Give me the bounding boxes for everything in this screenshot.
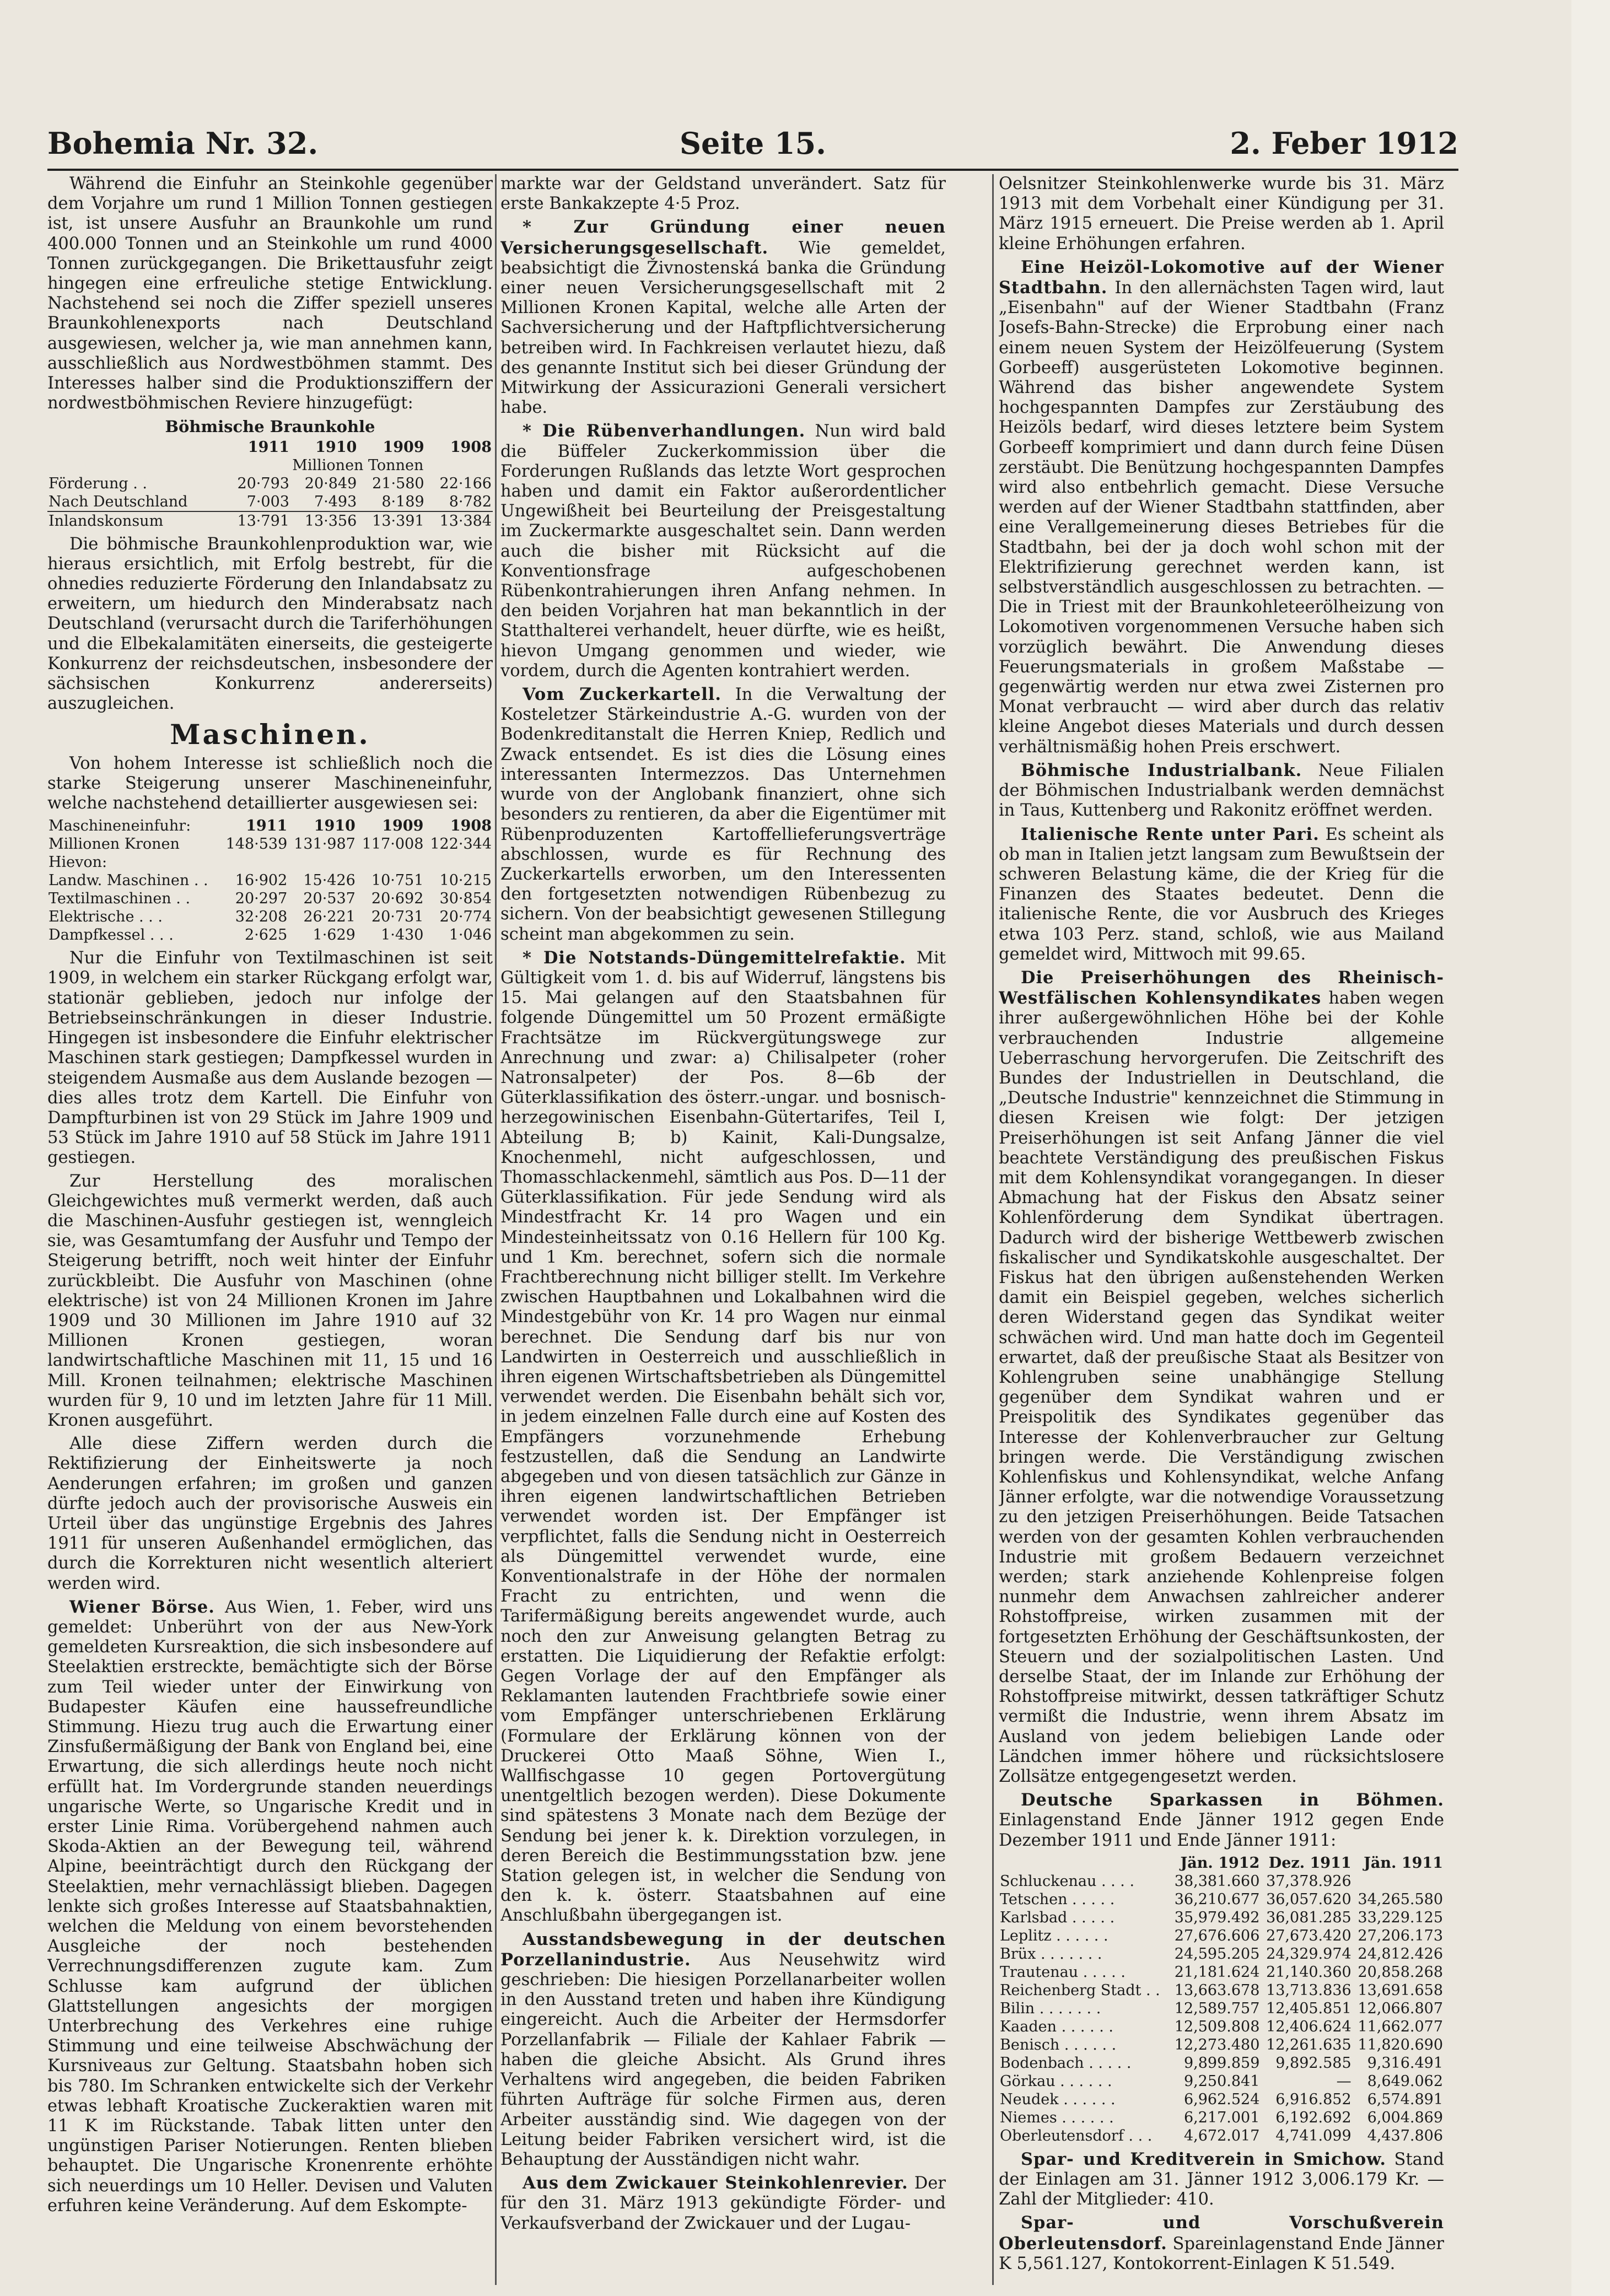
table-sum-row: Inlandskonsum 13·791 13·356 13·391 13·384 bbox=[49, 512, 492, 530]
article-body: In die Verwaltung der Kosteletzer Stärkeindustrie A.-G. wurden von der Bodenkreditanstalt die Herren Kniep, Redlich und Zwack entsendet. Es ist dies die Lösung eines interessanten Intermezzos. Das Unternehmen wurde von der Anglobank finanziert, ohne sich besonders zu rentieren, da aber die Eigentümer mit Rübenproduzenten Kartoffellieferungsverträge abschlossen, wurde es für Rechnung des Zuckerkartells erworben, um den Interessenten den fortgesetzten notwendigen Rübenbezug zu sichern. Von der beabsichtigt gewesenen Stillegung scheint man abgekommen zu sein. bbox=[500, 685, 946, 944]
table-unit: Millionen Tonnen bbox=[292, 456, 424, 474]
paragraph: Die böhmische Braunkohlenproduktion war, wie hieraus ersichtlich, mit Erfolg bestrebt, für die ohnedies reduzierte Förderung den Inlandabsatz zu erweitern, um hiedurch den Minderabsatz nach Deutschland (verursacht durch die Tariferhöhungen und die Elbekalamitäten einerseits, die gesteigerte Konkurrenz der reichsdeutschen, insbesondere der sächsischen Konkurrenz andererseits) auszugleichen. bbox=[47, 534, 493, 714]
table-row: Trautenau . . . . . 21,181.624 21,140.360 20,858.268 bbox=[1000, 1963, 1443, 1981]
table-row: Dampfkessel . . . 2·625 1·629 1·430 1·046 bbox=[49, 926, 492, 944]
article-heading: * Zur Gründung einer neuen Versicherungsgesellschaft. bbox=[500, 217, 946, 258]
paragraph: Während die Einfuhr an Steinkohle gegenüber dem Vorjahre um rund 1 Million Tonnen gestiegen ist, ist unsere Ausfuhr an Braunkohle um rund 400.000 Tonnen und an Steinkohle um rund 4000 Tonnen zurückgegangen. Die Brikettausfuhr zeigt hingegen eine erfreuliche stetige Entwicklung. Nachstehend sei noch die Ziffer speziell unseres Braunkohlenexports nach Deutschland ausgewiesen, welcher ja, wie man annehmen kann, ausschließlich aus Nordwestböhmen stammt. Des Interesses halber sind die Produktionsziffern der nordwestböhmischen Reviere hinzugefügt: bbox=[47, 174, 493, 413]
page-header bbox=[47, 126, 1458, 164]
table-row: Landw. Maschinen . . 16·902 15·426 10·751 10·215 bbox=[49, 872, 492, 890]
maschinen-table: Maschineneinfuhr: 1911 1910 1909 1908 Millionen Kronen 148·539 131·987 117·008 122·344 Hievon: Landw. Maschinen . . 16·902 15·426 10·751 10·215 Textilmaschinen . . 20·297 20·537 20·692 30·854 Elektrische . . . 32·208 26·221 20·731 20·774 Dampfkessel . . . 2·625 1·629 1·430 1·046 bbox=[49, 817, 492, 944]
article-body: Aus Neusehwitz wird geschrieben: Die hiesigen Porzellanarbeiter wollen in den Ausstand treten und haben ihre Kündigung eingereicht. Auch die Arbeiter der Hermsdorfer Porzellanfabrik — Filiale der Kahlaer Fabrik — haben die gleiche Absicht. Als Grund ihres Verhaltens wird angegeben, die beiden Fabriken führten Aufträge für solche Firmen aus, deren Arbeiter ausständig sind. Wie dagegen von der Leitung beider Fabriken versichert wird, ist die Behauptung der Ausständigen nicht wahr. bbox=[500, 1950, 946, 2169]
column-2 bbox=[500, 174, 946, 2285]
table-row: Bilin . . . . . . . 12,589.757 12,405.851 12,066.807 bbox=[1000, 1999, 1443, 2017]
article bbox=[999, 257, 1444, 757]
table-row: Benisch . . . . . . 12,273.480 12,261.635 11,820.690 bbox=[1000, 2036, 1443, 2054]
column-3 bbox=[999, 174, 1444, 2285]
table-year: 1909 bbox=[383, 438, 424, 456]
article bbox=[999, 2213, 1444, 2274]
table-row: Förderung . . 20·793 20·849 21·580 22·166 bbox=[49, 475, 492, 492]
article-body: Es scheint als ob man in Italien jetzt langsam zum Bewußtsein der schweren Belastung käme, die der Krieg für die Finanzen des Staates bedeutet. Denn die italienische Rente, die vor Ausbruch des Krieges etwa 103 Perz. stand, schloß, wie aus Mailand gemeldet wird, Mittwoch mit 99.65. bbox=[999, 824, 1444, 964]
table-row: Karlsbad . . . . . 35,979.492 36,081.285 33,229.125 bbox=[1000, 1909, 1443, 1926]
page-margin bbox=[1571, 0, 1610, 2296]
paragraph: Zur Herstellung des moralischen Gleichgewichtes muß vermerkt werden, daß auch die Maschinen-Ausfuhr gestiegen ist, wenngleich sie, was Gesamtumfang der Ausfuhr und Tempo der Steigerung betrifft, noch weit hinter der Einfuhr zurückbleibt. Die Ausfuhr von Maschinen (ohne elektrische) ist von 24 Millionen Kronen im Jahre 1909 und 30 Millionen im Jahre 1910 auf 32 Millionen Kronen gestiegen, woran landwirtschaftliche Maschinen mit 11, 15 und 16 Mill. Kronen teilnahmen; elektrische Maschinen wurden für 9, 10 und im letzten Jahre für 11 Mill. Kronen ausgeführt. bbox=[47, 1171, 493, 1430]
column-1 bbox=[47, 174, 493, 2285]
table-row: Textilmaschinen . . 20·297 20·537 20·692 30·854 bbox=[49, 890, 492, 908]
article-heading: Ausstandsbewegung in der deutschen Porzellanindustrie. bbox=[500, 1929, 946, 1970]
article bbox=[999, 968, 1444, 1787]
table-row: Leplitz . . . . . . 27,676.606 27,673.420 27,206.173 bbox=[1000, 1927, 1443, 1944]
article-heading: Aus dem Zwickauer Steinkohlenrevier. bbox=[523, 2173, 908, 2193]
table-row: Millionen Kronen 148·539 131·987 117·008 122·344 bbox=[49, 836, 492, 853]
article bbox=[47, 1597, 493, 2216]
table-row: Neudek . . . . . . 6,962.524 6,916.852 6,574.891 bbox=[1000, 2090, 1443, 2108]
article bbox=[999, 824, 1444, 964]
table-row: Reichenberg Stadt . . 13,663.678 13,713.836 13,691.658 bbox=[1000, 1981, 1443, 1999]
article-heading: Böhmische Industrialbank. bbox=[1021, 760, 1302, 780]
article-heading: Deutsche Sparkassen in Böhmen. bbox=[1021, 1790, 1444, 1810]
table-year: 1910 bbox=[315, 438, 357, 456]
header-issue: Bohemia Nr. 32. bbox=[47, 126, 319, 161]
article-heading: Wiener Börse. bbox=[69, 1597, 215, 1617]
paragraph: Nur die Einfuhr von Textilmaschinen ist seit 1909, in welchem ein starker Rückgang erfolgt war, stationär geblieben, jedoch nur infolge der Betriebseinschränkungen in dieser Industrie. Hingegen ist insbesondere die Einfuhr elektrischer Maschinen stark gestiegen; Dampfkessel wurden in steigendem Ausmaße aus dem Auslande bezogen — dies alles trotz dem Kartell. Die Einfuhr von Dampfturbinen ist von 29 Stück im Jahre 1909 und 53 Stück im Jahre 1910 auf 58 Stück im Jahre 1911 gestiegen. bbox=[47, 948, 493, 1168]
article-body: Aus Wien, 1. Feber, wird uns gemeldet: Unberührt von der aus New-York gemeldeten Kursreaktion, die sich insbesondere auf Steelaktien erstreckte, bemächtigte sich der Börse zum Teil wieder unter der Einwirkung von Budapester Käufen eine haussefreundliche Stimmung. Hiezu trug auch die Erwartung einer Zinsfußermäßigung der Bank von England bei, eine Erwartung, die sich allerdings heute noch nicht erfüllt hat. Im Vordergrunde standen neuerdings ungarische Werte, so Ungarische Kredit und in erster Linie Rima. Vorübergehend nahmen auch Skoda-Aktien an der Bewegung teil, während Alpine, beeinträchtigt durch den Rückgang der Steelaktien, mehr vernachlässigt blieben. Dagegen lenkte sich großes Interesse auf Staatsbahnaktien, welchen die Meldung von einem bevorstehenden Ausgleiche der noch bestehenden Verrechnungsdifferenzen zugute kam. Zum Schlusse kam aufgrund der üblichen Glattstellungen angesichts der morgigen Unterbrechung des Verkehres eine ruhige Stimmung und eine teilweise Abschwächung der Kursniveaus zur Geltung. Staatsbahn hoben sich bis 780. Im Schranken entwickelte sich der Verkehr etwas lebhaft Kroatische Zuckeraktien waren mit 11 K im Rückstande. Tabak litten unter den ungünstigen Pariser Notierungen. Renten blieben behauptet. Die Ungarische Kronenrente erhöhte sich neuerdings um 10 Heller. Devisen und Valuten erfuhren keine Veränderung. Auf dem Eskompte- bbox=[47, 1597, 493, 2216]
column-divider bbox=[992, 174, 994, 2285]
article bbox=[500, 948, 946, 1926]
table-year: 1911 bbox=[247, 438, 289, 456]
article bbox=[500, 685, 946, 945]
paragraph: markte war der Geldstand unverändert. Satz für erste Bankakzepte 4·5 Proz. bbox=[500, 174, 946, 214]
article-body: Einlagenstand Ende Jänner 1912 gegen Ende Dezember 1911 und Ende Jänner 1911: bbox=[999, 1810, 1444, 1850]
article bbox=[999, 1790, 1444, 1851]
article-heading: Italienische Rente unter Pari. bbox=[1021, 824, 1320, 844]
article bbox=[500, 217, 946, 418]
table-row: Kaaden . . . . . . 12,509.808 12,406.624 11,662.077 bbox=[1000, 2018, 1443, 2035]
article-heading: * Die Notstands-Düngemittelrefaktie. bbox=[523, 947, 906, 968]
table-row: Tetschen . . . . . 36,210.677 36,057.620 34,265.580 bbox=[1000, 1890, 1443, 1908]
paragraph: Oelsnitzer Steinkohlenwerke wurde bis 31. März 1913 mit dem Vorbehalt einer Kündigung per 31. März 1915 erneuert. Die Preise werden ab 1. April kleine Erhöhungen erfahren. bbox=[999, 174, 1444, 254]
article-body: Spareinlagenstand Ende Jänner K 5,561.127, Kontokorrent-Einlagen K 51.549. bbox=[999, 2234, 1444, 2273]
article-heading: Die Preiserhöhungen des Rheinisch-Westfälischen Kohlensyndikates bbox=[999, 967, 1444, 1009]
paragraph: Alle diese Ziffern werden durch die Rektifizierung der Einheitswerte ja noch Aenderungen erfahren; im großen und ganzen dürfte jedoch auch der provisorische Ausweis ein Urteil über das ungünstige Ergebnis des Jahres 1911 für unseren Außenhandel ermöglichen, das durch die Korrekturen nicht wesentlich alteriert werden wird. bbox=[47, 1434, 493, 1593]
header-date: 2. Feber 1912 bbox=[1230, 126, 1458, 161]
article-body: Mit Gültigkeit vom 1. d. bis auf Widerruf, längstens bis 15. Mai gelangen auf den Staatsbahnen für folgende Düngemittel um 50 Prozent ermäßigte Frachtsätze im Rückvergütungswege zur Anrechnung und zwar: a) Chilisalpeter (roher Natronsalpeter) der Pos. 8—6b der Güterklassifikation des österr.-ungar. und bosnisch-herzegowinischen Eisenbahn-Gütertarifes, Teil I, Abteilung B; b) Kainit, Kali-Dungsalze, Knochenmehl, nicht aufgeschlossen, und Thomasschlackenmehl, sämtlich aus Pos. D—11 der Güterklassifikation. Für jede Sendung wird als Mindestfracht Kr. 14 pro Wagen und ein Mindesteinheitssatz von 0.16 Hellern für 100 Kg. und 1 Km. berechnet, sofern sich die normale Frachtberechnung nicht billiger stellt. Im Verkehre zwischen Hauptbahnen und Lokalbahnen wird die Mindestgebühr von Kr. 14 pro Wagen nur einmal berechnet. Die Sendung darf bis nur von Landwirten in Oesterreich und ausschließlich in ihren eigenen Wirtschaftsbetrieben als Düngemittel verwendet werden. Die Eisenbahn behält sich vor, in jedem einzelnen Falle durch eine auf Kosten des Empfängers vorzunehmende Erhebung festzustellen, daß die Sendung an Landwirte abgegeben und von diesen tatsächlich zur Gänze in ihren eigenen landwirtschaftlichen Betrieben verwendet worden ist. Der Empfänger ist verpflichtet, falls die Sendung nicht in Oesterreich als Düngemittel verwendet wurde, eine Konventionalstrafe in der Höhe der normalen Fracht zu entrichten, und wenn die Tarifermäßigung bereits angewendet wurde, auch noch den zur Anweisung gelangten Betrag zu erstatten. Die Liquidierung der Refaktie erfolgt: Gegen Vorlage der auf den Empfänger als Reklamanten lautenden Frachtbriefe sowie einer vom Empfänger unterschriebenen Erklärung (Formulare der Erklärung können von der Druckerei Otto Maaß Söhne, Wien I., Wallfischgasse 10 gegen Portovergütung unentgeltlich bezogen werden). Diese Dokumente sind spätestens 3 Monate nach dem Bezüge der Sendung bei jener k. k. Direktion vorzulegen, in deren Bereich die Bestimmungsstation bzw. jene Station gelegen ist, in welcher die Sendung von den k. k. österr. Staatsbahnen auf eine Anschlußbahn übergegangen ist. bbox=[500, 948, 946, 1926]
paragraph: Von hohem Interesse ist schließlich noch die starke Steigerung unserer Maschineneinfuhr, welche nachstehend detaillierter ausgewiesen sei: bbox=[47, 753, 493, 813]
article bbox=[999, 2149, 1444, 2210]
article bbox=[500, 421, 946, 681]
table-row: Görkau . . . . . . 9,250.841 — 8,649.062 bbox=[1000, 2072, 1443, 2090]
section-heading: Maschinen. bbox=[170, 718, 370, 751]
table-row: Oberleutensdorf . . . 4,672.017 4,741.099 4,437.806 bbox=[1000, 2127, 1443, 2144]
article-body: haben wegen ihrer außergewöhnlichen Höhe bei der Kohle verbrauchenden Industrie allgemeine Ueberraschung hervorgerufen. Die Zeitschrift des Bundes der Industriellen in Deutschland, die „Deutsche Industrie" kennzeichnet die Stimmung in diesen Kreisen wie folgt: Der jetzigen Preiserhöhungen ist seit Anfang Jänner die viel beachtete Verständigung des preußischen Fiskus mit dem Kohlensyndikat vorangegangen. In dieser Abmachung hat der Fiskus den Absatz seiner Kohlenförderung dem Syndikat übertragen. Dadurch wird der bisherige Wettbewerb zwischen fiskalischer und Syndikatskohle ausgeschaltet. Der Fiskus hat den übrigen außenstehenden Werken damit ein Beispiel gegeben, welches sicherlich deren Widerstand gegen das Syndikat weiter schwächen wird. Und man hatte doch im Gegenteil erwartet, daß der preußische Staat als Besitzer von Kohlengruben seine unabhängige Stellung gegenüber dem Syndikat wahren und er Preispolitik des Syndikates gegenüber das Interesse der Kohlenverbraucher zur Geltung bringen werde. Die Verständigung zwischen Kohlenfiskus und Kohlensyndikat, welche Anfang Jänner erfolgte, war die notwendige Voraussetzung zu den jetzigen Preiserhöhungen. Beide Tatsachen werden von der gesamten Kohlen verbrauchenden Industrie mit großem Bedauern verzeichnet werden; stark anziehende Kohlenpreise folgen nunmehr dem Anwachsen zahlreicher anderer Rohstoffpreise, wirken zusammen mit der fortgesetzten Erhöhung der Geschäftsunkosten, der Steuern und der sozialpolitischen Lasten. Und derselbe Staat, der im Inlande zur Erhöhung der Rohstoffpreise mitwirkt, dessen tatkräftiger Schutz vermißt die Industrie, wenn ihrem Absatz im Ausland von jedem beliebigen Lande oder Ländchen immer höhere und rücksichtslosere Zollsätze entgegengesetzt werden. bbox=[999, 989, 1444, 1787]
table-row: Nach Deutschland 7·003 7·493 8·189 8·782 bbox=[49, 493, 492, 510]
table-caption: Böhmische Braunkohle bbox=[165, 417, 375, 436]
article bbox=[999, 761, 1444, 821]
article-heading: Vom Zuckerkartell. bbox=[523, 685, 721, 705]
article-heading: Spar- und Kreditverein in Smichow. bbox=[1021, 2149, 1387, 2169]
sparkassen-table: Jän. 1912 Dez. 1911 Jän. 1911 Schluckenau . . . . 38,381.660 37,378.926 Tetschen . . . . . 36,210.677 36,057.620 34,265.580 Karlsbad . . . . . 35,979.492 36,081.285 33,229.125 Leplitz . . . . . . 27,676.606 27,673.420 27,206.173 Brüx . . . . . . . 24,595.205 24,329.974 24,812.426 Trautenau . . . . . 21,181.624 21,140.360 20,858.268 Reichenberg Stadt . . 13,663.678 13,713.836 13,691.658 Bilin . . . . . . . 12,589.757 12,405.851 12,066.807 Kaaden . . . . . . 12,509.808 12,406.624 11,662.077 Benisch . . . . . . 12,273.480 12,261.635 11,820.690 Bodenbach . . . . . 9,899.859 9,892.585 9,316.491 Görkau . . . . . . 9,250.841 — 8,649.062 Neudek . . . . . . 6,962.524 6,916.852 6,574.891 Niemes . . . . . . 6,217.001 6,192.692 6,004.869 Oberleutensdorf . . . 4,672.017 4,741.099 4,437.806 bbox=[1000, 1854, 1443, 2144]
header-page-number: Seite 15. bbox=[680, 126, 826, 161]
table-year: 1908 bbox=[450, 438, 492, 456]
table-row: Bodenbach . . . . . 9,899.859 9,892.585 9,316.491 bbox=[1000, 2054, 1443, 2072]
article bbox=[500, 2173, 946, 2234]
article-body: Neue Filialen der Böhmischen Industrialbank werden demnächst in Taus, Kuttenberg und Rakonitz eröffnet werden. bbox=[999, 761, 1444, 821]
table-row: Elektrische . . . 32·208 26·221 20·731 20·774 bbox=[49, 908, 492, 926]
table-row: Brüx . . . . . . . 24,595.205 24,329.974 24,812.426 bbox=[1000, 1945, 1443, 1963]
article-heading: * Die Rübenverhandlungen. bbox=[523, 421, 806, 441]
table-row: Schluckenau . . . . 38,381.660 37,378.926 bbox=[1000, 1872, 1351, 1890]
article bbox=[500, 1929, 946, 2170]
braunkohle-table bbox=[47, 438, 493, 530]
column-divider bbox=[495, 174, 497, 2285]
article-heading: Spar- und Vorschußverein Oberleutensdorf. bbox=[999, 2213, 1444, 2254]
article-body: In den allernächsten Tagen wird, laut „Eisenbahn" auf der Wiener Stadtbahn (Franz Josefs-Bahn-Strecke) die Erprobung einer nach einem neuen System der Heizölfeuerung (System Gorbeeff) ausgerüsteten Lokomotive beginnen. Während das bisher angewendete System hochgespannten Dampfes zur Zerstäubung des Heizöls bedarf, wird dieses letztere beim System Gorbeeff komprimiert und dann durch feine Düsen zerstäubt. Die Benützung hochgespannten Dampfes wird also entbehrlich gemacht. Diese Versuche werden auf der Wiener Stadtbahn stattfinden, aber eine Verallgemeinerung dieses Betriebes für die Stadtbahn, bei der ja doch wohl schon mit der Elektrifizierung gerechnet werden kann, ist selbstverständlich ausgeschlossen zu betrachten. — Die in Triest mit der Braunkohleteerölheizung von Lokomotiven vorgenommenen Versuche haben sich vorzüglich bewährt. Die Anwendung dieses Feuerungsmaterials in großem Maßstabe — gegenwärtig werden nur etwa zwei Zisternen pro Monat verbraucht — wird aber durch das relativ kleine Angebot dieses Materials und durch dessen verhältnismäßig hohen Preis erschwert. bbox=[999, 278, 1444, 757]
table-row: Niemes . . . . . . 6,217.001 6,192.692 6,004.869 bbox=[1000, 2109, 1443, 2126]
article-body: Stand der Einlagen am 31. Jänner 1912 3,006.179 Kr. — Zahl der Mitglieder: 410. bbox=[999, 2149, 1444, 2209]
article-heading: Eine Heizöl-Lokomotive auf der Wiener Stadtbahn. bbox=[999, 257, 1444, 298]
header-rule bbox=[47, 169, 1458, 171]
article-body: Der für den 31. März 1913 gekündigte Förder- und Verkaufsverband der Zwickauer und der Lugau- bbox=[500, 2174, 946, 2233]
article-body: Nun wird bald die Büffeler Zuckerkommission über die Forderungen Rußlands das letzte Wort gesprochen haben und damit ein Faktor außerordentlicher Ungewißheit bei Beurteilung der Preisgestaltung im Zuckermarkte ausgeschaltet sein. Dann werden auch die bisher mit Rücksicht auf die Konventionsfrage aufgeschobenen Rübenkontrahierungen ihren Anfang nehmen. In den beiden Vorjahren hat man bekanntlich in der Statthalterei verhandelt, heuer dürfte, wie es heißt, hievon Umgang genommen und wieder, wie vordem, durch die Agenten kontrahiert werden. bbox=[500, 422, 946, 681]
article-body: Wie gemeldet, beabsichtigt die Živnostenská banka die Gründung einer neuen Versicherungsgesellschaft mit 2 Millionen Kronen Kapital, welche alle Arten der Sachversicherung und der Haftpflichtversicherung betreiben wird. In Fachkreisen verlautet hiezu, daß des genannte Institut sich bei dieser Gründung der Mitwirkung der Assicurazioni Generali versichert habe. bbox=[500, 238, 946, 418]
